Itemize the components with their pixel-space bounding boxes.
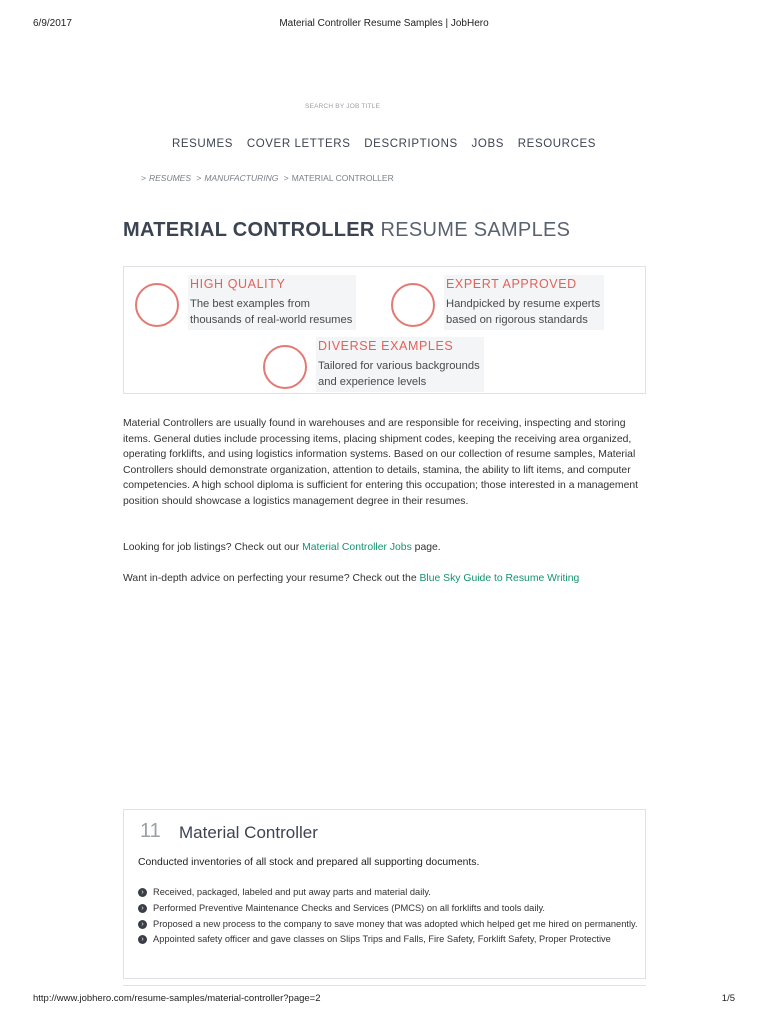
blue-sky-guide-link[interactable]: Blue Sky Guide to Resume Writing	[419, 573, 580, 584]
page-title-bold: MATERIAL CONTROLLER	[123, 219, 375, 241]
breadcrumb-separator: >	[141, 173, 146, 183]
search-input[interactable]: SEARCH BY JOB TITLE	[305, 103, 381, 110]
nav-item-resumes[interactable]: RESUMES	[171, 138, 234, 150]
feature-panel	[188, 275, 356, 330]
feature-title: HIGH QUALITY	[190, 277, 286, 291]
list-item	[138, 901, 638, 917]
sample-role[interactable]: Material Controller	[179, 823, 318, 842]
feature-panel	[444, 275, 604, 330]
feature-title: EXPERT APPROVED	[446, 277, 577, 291]
list-item-text: Proposed a new process to the company to save money that was adopted which helped get me hired on permanently.	[153, 918, 638, 929]
list-item	[138, 885, 638, 901]
list-item-text: Performed Preventive Maintenance Checks and Services (PMCS) on all forklifts and tools daily.	[153, 902, 546, 913]
print-url: http://www.jobhero.com/resume-samples/material-controller?page=2	[33, 993, 321, 1004]
feature-desc-line: thousands of real-world resumes	[190, 314, 353, 326]
nav-item-jobs[interactable]: JOBS	[471, 138, 504, 150]
page-title	[123, 219, 570, 242]
nav-item-descriptions[interactable]: DESCRIPTIONS	[364, 138, 458, 150]
page-title-light: RESUME SAMPLES	[380, 219, 571, 241]
jobs-paragraph	[123, 542, 441, 553]
jobs-text: Looking for job listings? Check out our	[123, 542, 303, 553]
list-item	[138, 932, 638, 948]
sample-summary: Conducted inventories of all stock and prepared all supporting documents.	[138, 857, 480, 868]
advice-text: Want in-depth advice on perfecting your resume? Check out the	[123, 573, 420, 584]
print-page-number: 1/5	[721, 993, 735, 1004]
material-controller-jobs-link[interactable]: Material Controller Jobs	[302, 542, 412, 553]
nav-item-cover-letters[interactable]: COVER LETTERS	[246, 138, 351, 150]
jobs-text-end: page.	[411, 542, 441, 553]
feature-desc-line: The best examples from	[190, 298, 311, 310]
chevron-right-circle-icon: ›	[138, 888, 147, 897]
feature-desc-line: Handpicked by resume experts	[446, 298, 601, 310]
feature-panel	[316, 337, 484, 392]
nav-item-resources[interactable]: RESOURCES	[517, 138, 597, 150]
breadcrumb-resumes[interactable]: RESUMES	[148, 173, 192, 183]
feature-desc-line: Tailored for various backgrounds	[318, 360, 480, 372]
list-item-text: Appointed safety officer and gave classes on Slips Trips and Falls, Fire Safety, Forklift Safety, Proper Protective	[153, 934, 611, 945]
circle-outline-icon	[263, 345, 307, 389]
breadcrumb-separator: >	[196, 173, 202, 183]
feature-desc-line: and experience levels	[318, 376, 427, 388]
feature-desc-line: based on rigorous standards	[446, 314, 588, 326]
sample-bullets	[138, 885, 638, 948]
circle-outline-icon	[135, 283, 179, 327]
divider	[123, 985, 646, 986]
print-header	[0, 18, 768, 32]
print-date: 6/9/2017	[33, 18, 72, 29]
sample-number: 11	[140, 820, 161, 842]
list-item	[138, 917, 638, 933]
breadcrumb	[138, 173, 394, 183]
features-box	[123, 266, 646, 394]
list-item-text: Received, packaged, labeled and put away parts and material daily.	[153, 887, 431, 897]
chevron-right-circle-icon: ›	[138, 935, 147, 944]
feature-title: DIVERSE EXAMPLES	[318, 339, 454, 353]
intro-paragraph: Material Controllers are usually found in warehouses and are responsible for receiving, inspecting and storing items. General duties include processing items, placing shipment codes, keeping the receiving area organized, operating forklifts, and using logistics information systems. Based on our collection of resume samples, Material Controllers should demonstrate organization, attention to details, stamina, the ability to lift items, and computer competencies. A high school diploma is sufficient for entering this occupation; those interested in a management position should showcase a logistics management degree in their resumes.	[123, 418, 639, 507]
breadcrumb-manufacturing[interactable]: MANUFACTURING	[204, 173, 279, 183]
breadcrumb-separator: >	[283, 173, 289, 183]
circle-outline-icon	[391, 283, 435, 327]
main-nav	[0, 138, 768, 150]
print-document-title: Material Controller Resume Samples | JobHero	[279, 18, 489, 29]
advice-paragraph	[123, 573, 579, 584]
chevron-right-circle-icon: ›	[138, 904, 147, 913]
resume-sample-card	[123, 809, 646, 979]
chevron-right-circle-icon: ›	[138, 920, 147, 929]
breadcrumb-current: MATERIAL CONTROLLER	[291, 173, 394, 183]
